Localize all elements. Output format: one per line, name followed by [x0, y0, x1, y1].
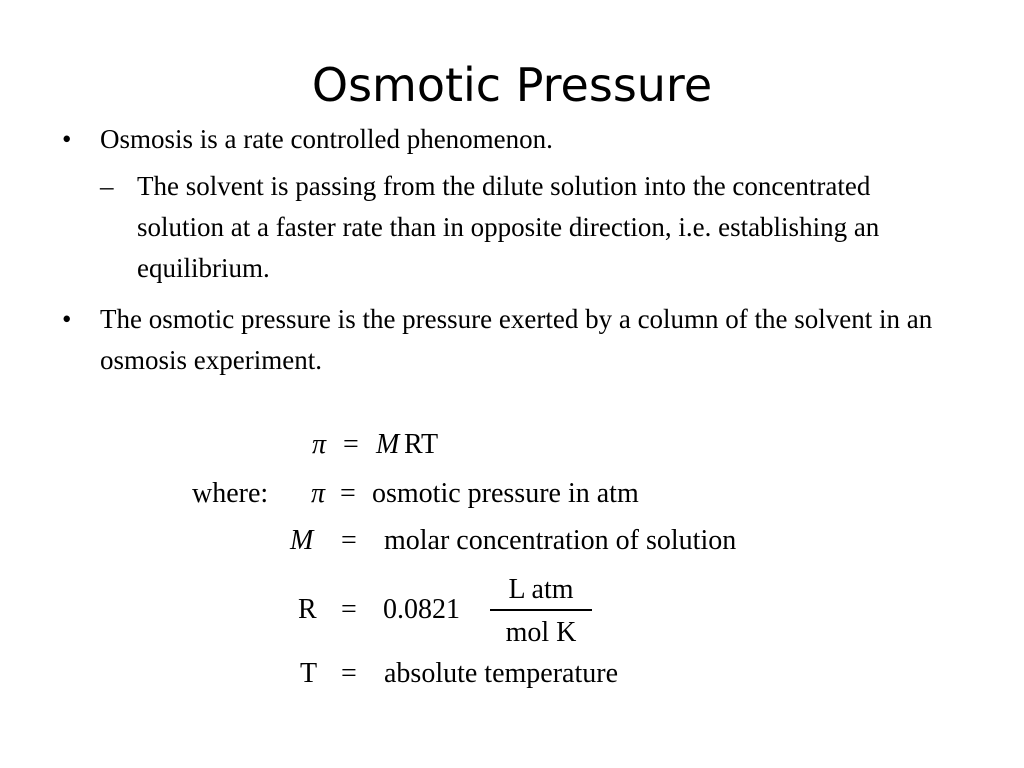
def-t-symbol: T [300, 658, 318, 689]
formula-rt: RT [404, 429, 439, 460]
where-label: where: [192, 478, 269, 509]
formula-equals: = [343, 429, 359, 460]
def-t-equals: = [341, 658, 357, 689]
def-r-value: 0.0821 [383, 594, 460, 625]
def-r-numerator: L atm [508, 574, 574, 605]
bullet-item [62, 119, 962, 160]
fraction-bar [490, 609, 592, 611]
bullet-text: Osmosis is a rate controlled phenomenon. [100, 124, 553, 154]
bullet-text: The osmotic pressure is the pressure exerted by a column of the solvent in an osmosis experiment. [100, 304, 933, 375]
def-m-equals: = [341, 525, 357, 556]
formula-pi-symbol: π [312, 429, 327, 460]
bullet-marker: • [62, 124, 72, 154]
def-r-equals: = [341, 594, 357, 625]
def-pi-symbol: π [311, 478, 326, 509]
def-m-symbol: M [290, 525, 314, 556]
bullet-item [62, 299, 962, 381]
sub-bullet-marker: – [100, 171, 114, 201]
def-r-denominator: mol K [505, 617, 577, 648]
sub-bullet-text: The solvent is passing from the dilute solution into the concentrated solution at a faster rate than in opposite direction, i.e. establishing an equilibrium. [137, 171, 880, 283]
bullet-marker: • [62, 304, 72, 334]
def-pi-equals: = [340, 478, 356, 509]
def-t-text: absolute temperature [384, 658, 619, 689]
def-r-symbol: R [298, 594, 317, 625]
sub-bullet-item [100, 166, 920, 289]
slide-title: Osmotic Pressure [311, 58, 713, 112]
formula-m-variable: M [376, 429, 400, 460]
def-pi-text: osmotic pressure in atm [372, 478, 639, 509]
def-m-text: molar concentration of solution [384, 525, 737, 556]
